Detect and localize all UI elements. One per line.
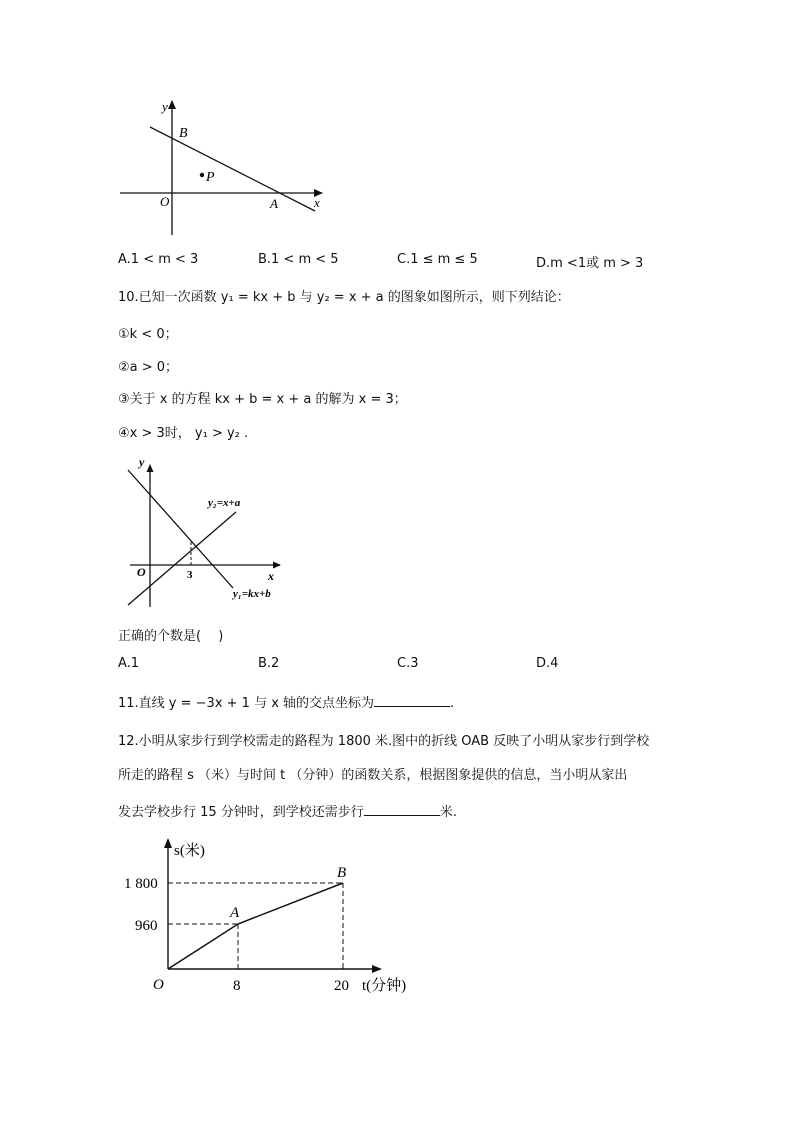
q10-item-1: ①k < 0；: [118, 327, 178, 342]
q10-option-d: D.4: [536, 656, 559, 671]
label-xlabel: t(分钟): [362, 978, 407, 994]
label-x: x: [314, 195, 320, 210]
label-b: B: [179, 126, 188, 141]
x-axis-arrow: [273, 562, 281, 569]
tick-label-960: 960: [135, 918, 158, 934]
q10-stem: 10.已知一次函数 y₁ = kx + b 与 y₂ = x + a 的图象如图所示，则下列结论：: [118, 290, 570, 305]
q10-option-a: A.1: [118, 656, 140, 671]
y-axis-arrow: [147, 464, 154, 472]
q10-question: 正确的个数是( ): [118, 629, 224, 644]
line-ab: [150, 127, 315, 211]
tick-label-1800: 1 800: [124, 876, 158, 892]
figure-line-ab-point-p: [110, 95, 335, 240]
label-p: P: [206, 170, 215, 185]
q11-line: [118, 692, 454, 711]
q12-line-3: [118, 801, 457, 820]
q9-option-d: D.m <1或 m > 3: [536, 256, 644, 271]
label-o: O: [153, 977, 164, 993]
q12-answer-blank: [364, 803, 440, 816]
line-y2: [128, 512, 236, 605]
tick-label-20: 20: [334, 978, 349, 994]
label-x: x: [268, 569, 274, 583]
label-y: y: [139, 455, 145, 469]
y-axis-arrow: [164, 838, 172, 848]
label-o: O: [160, 194, 170, 209]
q12-line-3-end: 米.: [439, 805, 457, 820]
x-axis-arrow: [372, 965, 382, 973]
q10-option-c: C.3: [397, 656, 419, 671]
tick-label-8: 8: [233, 978, 241, 994]
figure-distance-time: [118, 835, 428, 1000]
label-3: 3: [187, 569, 193, 581]
q9-option-a: A.1 < m < 3: [118, 252, 199, 267]
q9-option-b: B.1 < m < 5: [258, 252, 339, 267]
q12-line-3-text: 发去学校步行 15 分钟时，到学校还需步行: [118, 805, 364, 820]
label-y2-eq: y₂=x+a: [208, 497, 241, 509]
figure-two-lines: [118, 452, 293, 610]
label-o: O: [137, 565, 146, 579]
q10-item-2: ②a > 0；: [118, 360, 179, 375]
q10-item-3: ③关于 x 的方程 kx + b = x + a 的解为 x = 3；: [118, 392, 407, 407]
y-axis-arrow: [168, 100, 176, 109]
label-y1-eq: y₁=kx+b: [233, 588, 271, 600]
q11-end: .: [450, 696, 455, 711]
label-a: A: [270, 196, 278, 211]
path-oab: [168, 883, 343, 969]
label-y: y: [162, 99, 168, 114]
q10-item-4: ④x > 3时， y₁ > y₂ .: [118, 426, 249, 441]
label-ylabel: s(米): [174, 843, 205, 859]
q11-answer-blank: [374, 694, 450, 707]
q12-line-1: 12.小明从家步行到学校需走的路程为 1800 米.图中的折线 OAB 反映了小明从家步行到学校: [118, 734, 650, 749]
label-b: B: [337, 865, 347, 881]
point-p-dot: [200, 173, 204, 177]
q12-line-2: 所走的路程 s （米）与时间 t （分钟）的函数关系，根据图象提供的信息，当小明从家出: [118, 768, 628, 783]
q9-option-c: C.1 ≤ m ≤ 5: [397, 252, 478, 267]
q11-text: 11.直线 y = −3x + 1 与 x 轴的交点坐标为: [118, 696, 375, 711]
label-a: A: [230, 905, 240, 921]
q10-option-b: B.2: [258, 656, 280, 671]
